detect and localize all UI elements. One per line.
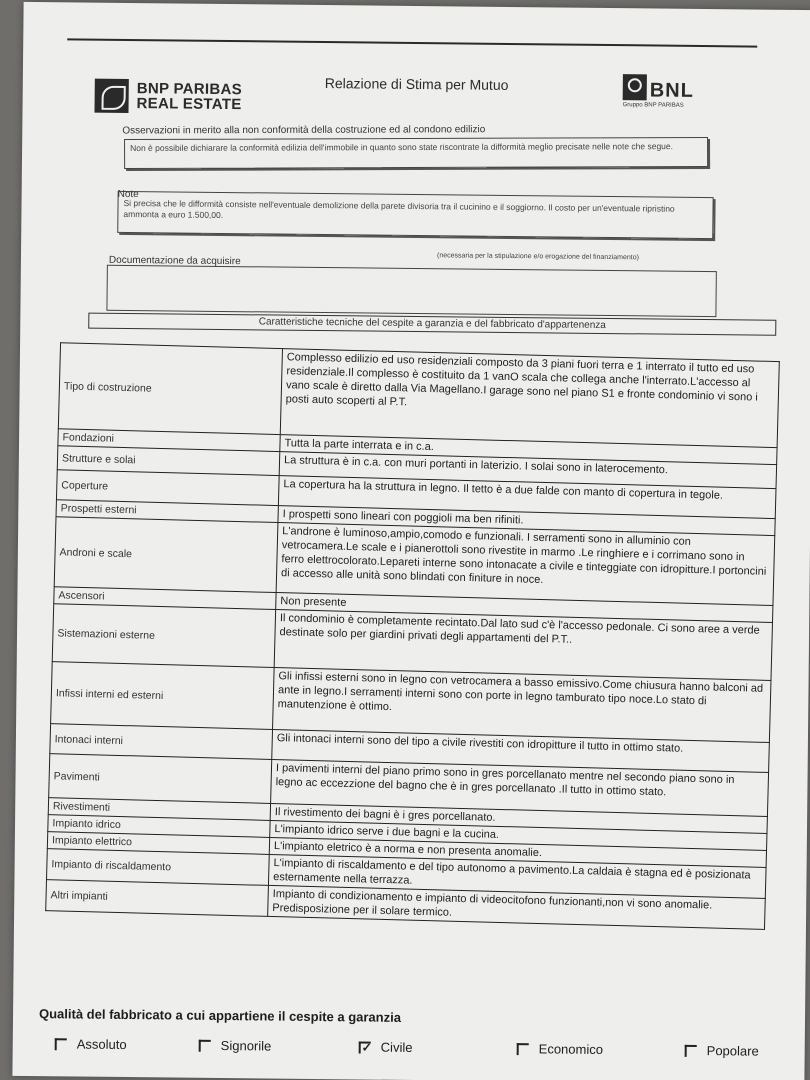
tech-table-title: Caratteristiche tecniche del cespite a garanzia e del fabbricato d'appartenenza bbox=[88, 313, 776, 336]
option-assoluto[interactable] bbox=[55, 1036, 127, 1052]
row-label: Impianto elettrico bbox=[47, 832, 269, 855]
row-value: Il rivestimento dei bagni è i gres porcellanato. bbox=[270, 803, 767, 833]
checkbox[interactable] bbox=[359, 1041, 371, 1053]
quality-title: Qualità del fabbricato a cui appartiene il cespite a garanzia bbox=[38, 1006, 402, 1025]
option-label: Civile bbox=[380, 1039, 413, 1056]
row-value: Il condominio è completamente recintato.Dal lato sud c'è l'accesso pedonale. Ci sono aree a verde destinate solo per giardini privati degli appartamenti del P.T.. bbox=[274, 610, 772, 681]
document-page bbox=[12, 2, 810, 1080]
osservazioni-box: Non è possibile dichiarare la conformità edilizia dell'immobile in quanto sono state riscontrate la difformità meglio precisate nelle note che segue. bbox=[124, 137, 708, 169]
row-value: Tutta la parte interrata e in c.a. bbox=[280, 435, 777, 465]
option-signorile[interactable] bbox=[199, 1038, 272, 1054]
row-value: Non presente bbox=[276, 593, 773, 623]
checkbox[interactable] bbox=[199, 1039, 211, 1051]
note-box: Si precisa che le difformità consiste nell'eventuale demolizione della parete divisoria tra il cucinino e il soggiorno. Il costo per un'eventuale ripristino ammonta a euro 1.500,00. bbox=[117, 191, 713, 239]
row-label: Sistemazioni esterne bbox=[52, 604, 275, 668]
bnl-logo bbox=[623, 74, 694, 101]
bnp-logo-line2: REAL ESTATE bbox=[136, 95, 242, 114]
row-label: Infissi interni ed esterni bbox=[51, 662, 275, 730]
option-popolare[interactable] bbox=[685, 1043, 759, 1059]
row-value: Gli infissi esterni sono in legno con vetrocamera a basso emissivo.Come chiusura hanno balconi ad ante in legno.I serramenti interni sono con porte in legno tamburato tipo noce.Lo stato di manutenzione è ottimo. bbox=[273, 667, 771, 742]
top-rule bbox=[67, 38, 757, 47]
osservazioni-label: Osservazioni in merito alla non conformità della costruzione ed al condono edilizio bbox=[122, 124, 486, 137]
checkbox[interactable] bbox=[685, 1044, 697, 1056]
document-title: Relazione di Stima per Mutuo bbox=[324, 75, 509, 93]
documentazione-box bbox=[106, 265, 716, 317]
row-label: Altri impianti bbox=[46, 880, 269, 917]
row-value: L'impianto eletrico è a norma e non presenta anomalie. bbox=[269, 837, 766, 867]
row-value: Complesso edilizio ed uso residenziali composto da 3 piani fuori terra e 1 interrato il tutto ed uso residenziale.Il complesso è costituito da 1 vanO scala che collega anche l'interrato.L'accesso al vano scale è diretto dalla Via Magellano.I garage sono nel piano S1 e fronte condominio vi sono i posti auto scoperti al P.T. bbox=[280, 349, 779, 448]
bnp-paribas-logo bbox=[94, 79, 242, 115]
row-value: La copertura ha la struttura in legno. Il tetto è a due falde con manto di copertura in tegole. bbox=[278, 476, 776, 519]
documentazione-label: Documentazione da acquisire bbox=[108, 254, 241, 268]
bnl-logo-text: BNL bbox=[649, 79, 694, 102]
row-label: Fondazioni bbox=[58, 429, 280, 452]
row-value: L'impianto di riscaldamento e del tipo autonomo a pavimento.La caldaia è stagna ed è posizionata esternamente nella terrazza. bbox=[268, 854, 766, 898]
bnp-logo-line1: BNP PARIBAS bbox=[136, 80, 243, 99]
option-civile[interactable] bbox=[359, 1039, 413, 1055]
row-value: I pavimenti interni del piano primo sono in gres porcellanato mentre nel secondo piano sono in legno ac eccezzione del bagno che è in gres porcellanato .Il tutto in ottimo stato. bbox=[271, 759, 769, 816]
row-label: Rivestimenti bbox=[48, 798, 270, 821]
row-label: Pavimenti bbox=[49, 754, 272, 804]
bnp-paribas-logo-mark bbox=[94, 79, 128, 113]
documentazione-note: (necessaria per la stipulazione e/o erogazione del finanziamento) bbox=[436, 252, 640, 262]
row-value: L'androne è luminoso,ampio,comodo e funzionali. I serramenti sono in alluminio con vetrocamera.Le scale e i pianerottoli sono rivestite in marmo .Le ringhiere e i corrimano sono in ferro elettrocolorato.Lepareti interne sono intonacate a civile e tinteggiate con idropitture.I portoncini di accesso alle unità sono blindati con finiture in noce. bbox=[276, 523, 775, 606]
option-label: Assoluto bbox=[76, 1036, 127, 1053]
row-label: Tipo di costruzione bbox=[58, 343, 282, 435]
bnl-logo-subtitle: Gruppo BNP PARIBAS bbox=[622, 102, 684, 109]
tech-table bbox=[45, 342, 780, 930]
row-value: L'impianto idrico serve i due bagni e la cucina. bbox=[270, 820, 767, 850]
note-label: Note bbox=[117, 188, 139, 201]
option-label: Economico bbox=[538, 1041, 604, 1058]
row-value: Gli intonaci interni sono del tipo a civile rivestiti con idropitture il tutto in ottimo stato. bbox=[272, 729, 770, 772]
row-label: Prospetti esterni bbox=[56, 500, 278, 523]
row-value: Impianto di condizionamento e impianto di videocitofono funzionanti,non vi sono anomalie. Predisposizione per il solare termico. bbox=[268, 885, 766, 929]
row-value: La struttura è in c.a. con muri portanti in laterizio. I solai sono in laterocemento. bbox=[279, 452, 776, 489]
row-label: Coperture bbox=[56, 470, 279, 506]
row-label: Intonaci interni bbox=[50, 724, 273, 760]
option-economico[interactable] bbox=[517, 1041, 603, 1057]
quality-options bbox=[55, 1036, 795, 1074]
row-label: Androni e scale bbox=[54, 517, 278, 593]
checkbox[interactable] bbox=[517, 1043, 529, 1055]
row-label: Strutture e solai bbox=[57, 446, 280, 476]
checkbox[interactable] bbox=[55, 1038, 67, 1050]
check-mark-icon: ✓ bbox=[361, 1039, 372, 1055]
row-label: Impianto idrico bbox=[48, 815, 270, 838]
row-label: Impianto di riscaldamento bbox=[47, 849, 270, 886]
bnl-logo-mark bbox=[623, 74, 647, 100]
option-label: Popolare bbox=[706, 1043, 759, 1059]
option-label: Signorile bbox=[220, 1038, 272, 1054]
row-value: I prospetti sono lineari con poggioli ma ben rifiniti. bbox=[278, 506, 775, 536]
row-label: Ascensori bbox=[54, 587, 276, 610]
